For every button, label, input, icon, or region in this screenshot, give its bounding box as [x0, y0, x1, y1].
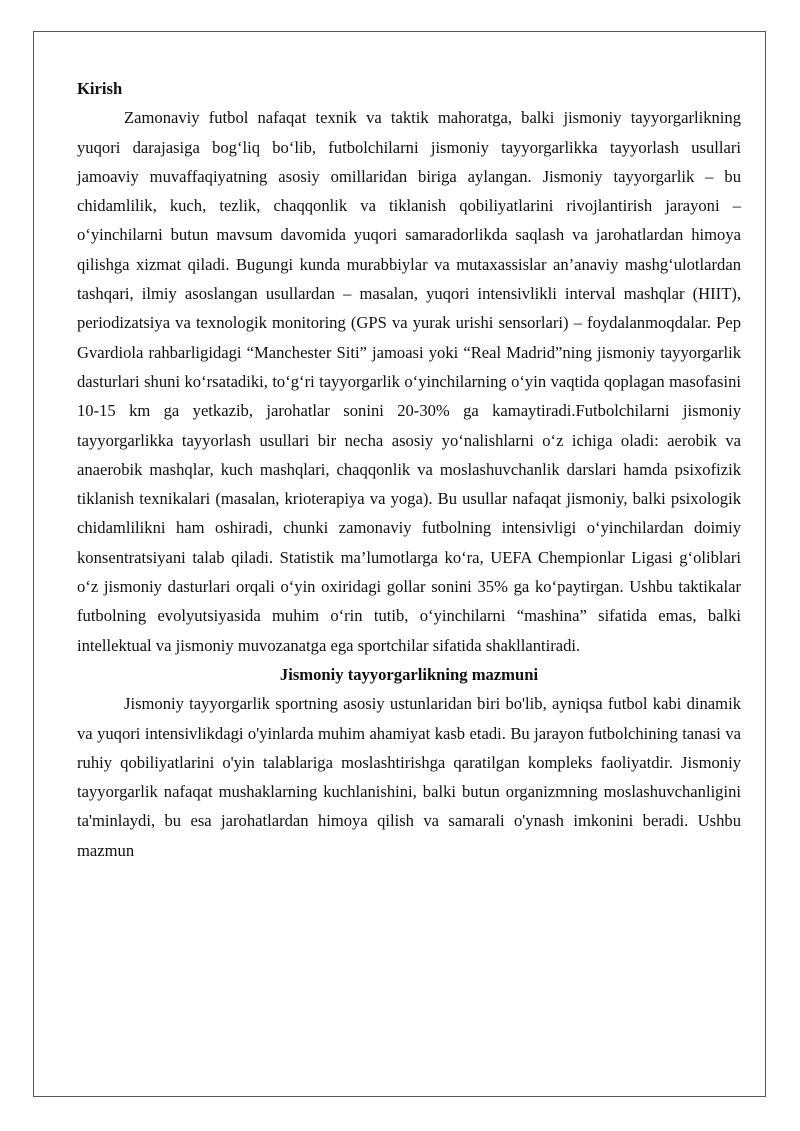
- document-body: [77, 74, 741, 865]
- section-heading: Jismoniy tayyorgarlikning mazmuni: [279, 664, 539, 684]
- intro-heading: Kirish: [77, 79, 123, 98]
- section-paragraph: Jismoniy tayyorgarlik sportning asosiy ustunlaridan biri bo'lib, ayniqsa futbol kabi dinamik va yuqori intensivlikdagi o'yinlarda muhim ahamiyat kasb etadi. Bu jarayon futbolchining tanasi va ruhiy qobiliyatlarini o'yin talablariga moslashtirishga qaratilgan kompleks faoliyatdir. Jismoniy tayyorgarlik nafaqat mushaklarning kuchlanishini, balki butun organizmning moslashuvchanligini ta'minlaydi, bu esa jarohatlardan himoya qilish va samarali o'ynash imkonini beradi. Ushbu mazmun: [77, 694, 741, 860]
- intro-paragraph: Zamonaviy futbol nafaqat texnik va taktik mahoratga, balki jismoniy tayyorgarlikning yuqori darajasiga bog‘liq bo‘lib, futbolchilarni jismoniy tayyorgarlikka tayyorlash usullari jamoaviy muvaffaqiyatning asosiy omillaridan biriga aylangan. Jismoniy tayyorgarlik – bu chidamlilik, kuch, tezlik, chaqqonlik va tiklanish qobiliyatlarini rivojlantirish jarayoni – o‘yinchilarni butun mavsum davomida yuqori samaradorlikda saqlash va jarohatlardan himoya qilishga xizmat qiladi. Bugungi kunda murabbiylar va mutaxassislar an’anaviy mashg‘ulotlardan tashqari, ilmiy asoslangan usullardan – masalan, yuqori intensivlikli interval mashqlar (HIIT), periodizatsiya va texnologik monitoring (GPS va yurak urishi sensorlari) – foydalanmoqdalar. Pep Gvardiola rahbarligidagi “Manchester Siti” jamoasi yoki “Real Madrid”ning jismoniy tayyorgarlik dasturlari shuni ko‘rsatadiki, to‘g‘ri tayyorgarlik o‘yinchilarning o‘yin vaqtida qoplagan masofasini 10-15 km ga yetkazib, jarohatlar sonini 20-30% ga kamaytiradi.Futbolchilarni jismoniy tayyorgarlikka tayyorlash usullari bir necha asosiy yo‘nalishlarni o‘z ichiga oladi: aerobik va anaerobik mashqlar, kuch mashqlari, chaqqonlik va moslashuvchanlik darslari hamda psixofizik tiklanish texnikalari (masalan, krioterapiya va yoga). Bu usullar nafaqat jismoniy, balki psixologik chidamlilikni ham oshiradi, chunki zamonaviy futbolning intensivligi o‘yinchilardan doimiy konsentratsiyani talab qiladi. Statistik ma’lumotlarga ko‘ra, UEFA Chempionlar Ligasi g‘oliblari o‘z jismoniy dasturlari orqali o‘yin oxiridagi gollar sonini 35% ga ko‘paytirgan. Ushbu taktikalar futbolning evolyutsiyasida muhim o‘rin tutib, o‘yinchilarni “mashina” sifatida emas, balki intellektual va jismoniy muvozanatga ega sportchilar sifatida shakllantiradi.: [77, 108, 741, 655]
